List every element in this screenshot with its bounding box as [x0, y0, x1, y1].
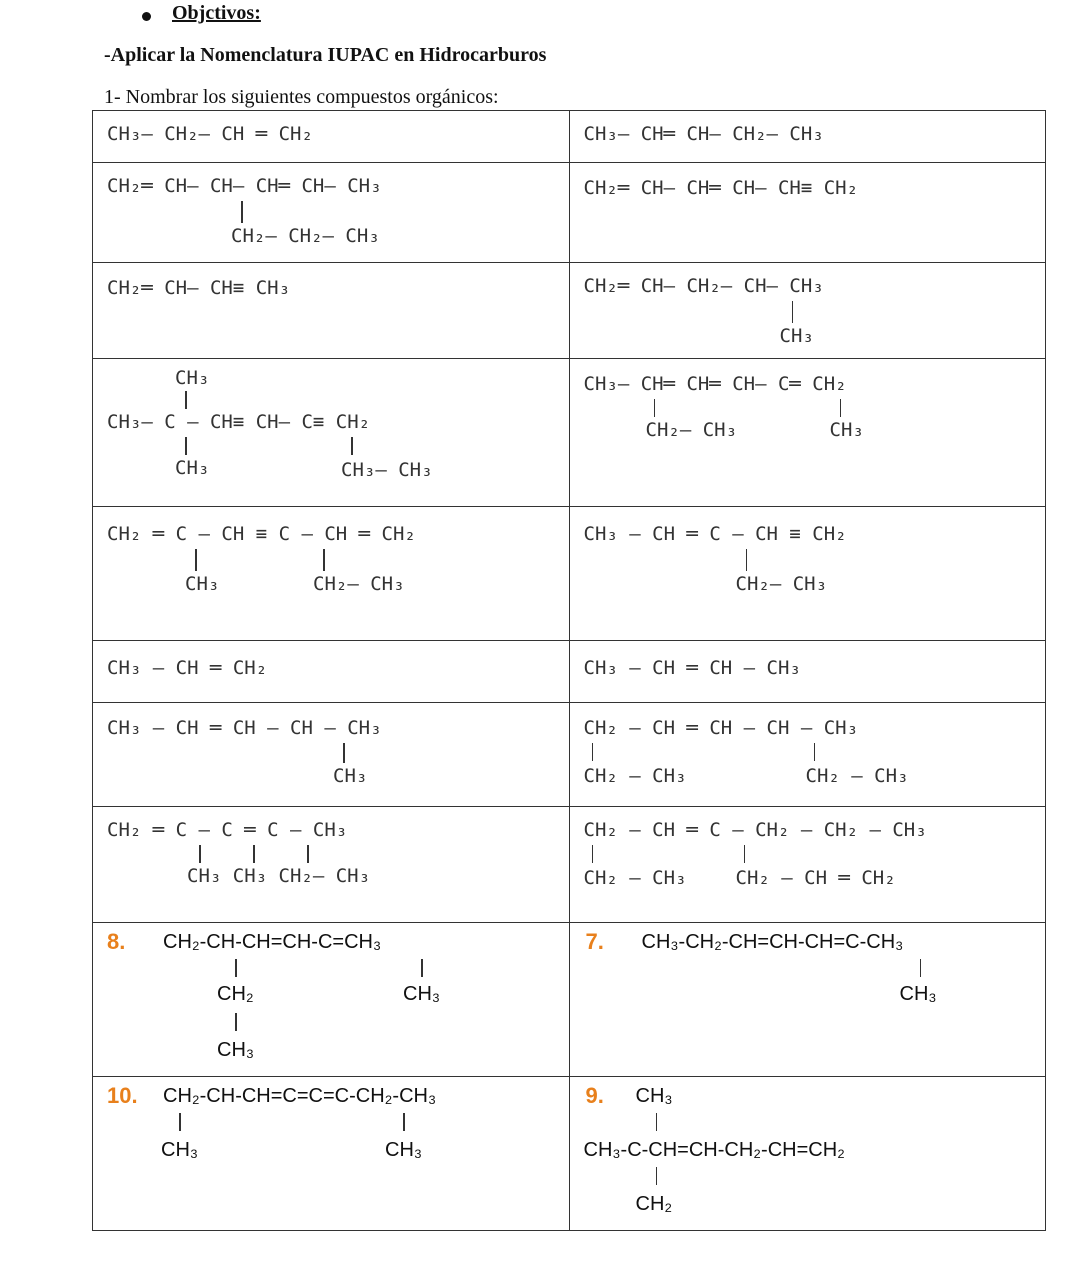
formula-line: CH₂— CH₃ — [735, 573, 828, 595]
bond-line — [656, 1113, 658, 1131]
formula-line: CH₃ — CH ═ CH₂ — [107, 657, 268, 679]
table-row — [93, 111, 1046, 163]
bond-line — [421, 959, 423, 977]
formula-line: CH₃ — CH ═ C — CH ≡ CH₂ — [583, 523, 847, 545]
formula-line: CH₂═ CH— CH₂— CH— CH₃ — [583, 275, 824, 297]
formula-line: CH₃ — [635, 1085, 673, 1107]
bond-line — [323, 549, 325, 571]
formula-line: CH₂ — [635, 1193, 673, 1215]
formula-line: CH₃ — [403, 983, 441, 1005]
compound-cell — [93, 111, 570, 163]
formula-line: CH₂ — CH ═ CH — CH — CH₃ — [583, 717, 859, 739]
compound-cell — [93, 507, 570, 641]
bond-line — [235, 959, 237, 977]
bond-line — [195, 549, 197, 571]
compounds-table — [92, 110, 1046, 1231]
compound-cell — [93, 263, 570, 359]
bond-line — [840, 399, 842, 417]
bond-line — [403, 1113, 405, 1131]
compound-cell — [569, 263, 1046, 359]
formula-line: CH₂═ CH— CH≡ CH₃ — [107, 277, 291, 299]
formula-line: CH₂ — CH₃ — [583, 765, 687, 787]
table-row — [93, 923, 1046, 1077]
formula-line: CH₂ — [217, 983, 254, 1005]
compound-cell — [569, 1077, 1046, 1231]
formula-line: CH₃ — [185, 573, 220, 595]
formula-line: CH₃— C — CH≡ CH— C≡ CH₂ — [107, 411, 371, 433]
formula-line: CH₂-CH-CH=CH-C=CH₃ — [163, 931, 382, 953]
bond-line — [920, 959, 922, 977]
bond-line — [592, 743, 594, 761]
formula-line: CH₃ — [333, 765, 368, 787]
bullet-icon — [142, 12, 151, 21]
formula-line: CH₃ — [899, 983, 937, 1005]
bond-line — [654, 399, 656, 417]
bond-line — [592, 845, 594, 863]
compound-cell — [569, 641, 1046, 703]
compound-cell — [569, 163, 1046, 263]
compound-cell — [569, 111, 1046, 163]
table-row — [93, 507, 1046, 641]
table-row — [93, 359, 1046, 507]
formula-line: CH₃ — [175, 457, 210, 479]
bond-line — [199, 845, 201, 863]
formula-line: CH₃ — [161, 1139, 199, 1161]
table-row — [93, 703, 1046, 807]
bond-line — [744, 845, 746, 863]
formula-line: CH₂ ═ C — C ═ C — CH₃ — [107, 819, 348, 841]
formula-line: CH₂═ CH— CH— CH═ CH— CH₃ — [107, 175, 382, 197]
compound-cell — [569, 359, 1046, 507]
bond-line — [235, 1013, 237, 1031]
compound-cell — [93, 703, 570, 807]
bond-line — [792, 301, 794, 323]
compound-cell — [93, 807, 570, 923]
exercise-number: 10. — [107, 1083, 138, 1108]
objectives-heading: Objctivos: — [172, 2, 261, 24]
formula-line: CH₂ — CH₃ — [583, 867, 687, 889]
bond-line — [185, 437, 187, 455]
compound-cell — [93, 1077, 570, 1231]
formula-line: CH₃ CH₃ CH₂— CH₃ — [187, 865, 371, 887]
compound-cell — [93, 641, 570, 703]
compound-cell — [569, 703, 1046, 807]
table-row — [93, 263, 1046, 359]
formula-line: CH₂ ═ C — CH ≡ C — CH ═ CH₂ — [107, 523, 416, 545]
formula-line: CH₃-C-CH=CH-CH₂-CH=CH₂ — [583, 1139, 845, 1161]
formula-line: CH₃ — [175, 367, 210, 389]
compound-cell — [93, 923, 570, 1077]
formula-line: CH₃— CH═ CH═ CH— C═ CH₂ — [583, 373, 847, 395]
formula-line: CH₂ — CH ═ CH₂ — [735, 867, 896, 889]
bond-line — [179, 1113, 181, 1131]
formula-line: CH₃ — CH ═ CH — CH₃ — [583, 657, 801, 679]
aim-text: -Aplicar la Nomenclatura IUPAC en Hidrocarburos — [104, 44, 547, 66]
formula-line: CH₂ — CH ═ C — CH₂ — CH₂ — CH₃ — [583, 819, 927, 841]
compound-cell — [569, 807, 1046, 923]
bond-line — [185, 391, 187, 409]
exercise-number: 7. — [585, 929, 604, 954]
bond-line — [307, 845, 309, 863]
formula-line: CH₂— CH₃ — [313, 573, 405, 595]
formula-line: CH₂-CH-CH=C=C=C-CH₂-CH₃ — [163, 1085, 437, 1107]
table-row — [93, 1077, 1046, 1231]
bond-line — [814, 743, 816, 761]
bond-line — [351, 437, 353, 455]
table-row — [93, 807, 1046, 923]
formula-line: CH₃ — [385, 1139, 423, 1161]
formula-line: CH₃ — [217, 1039, 255, 1061]
compound-cell — [93, 359, 570, 507]
bond-line — [746, 549, 748, 571]
formula-line: CH₃ — [779, 325, 814, 347]
table-row — [93, 163, 1046, 263]
instruction-text: 1- Nombrar los siguientes compuestos orgánicos: — [104, 86, 499, 108]
formula-line: CH₃— CH₂— CH ═ CH₂ — [107, 123, 313, 145]
formula-line: CH₂═ CH— CH═ CH— CH≡ CH₂ — [583, 177, 859, 199]
bond-line — [253, 845, 255, 863]
bond-line — [343, 743, 345, 763]
exercise-number: 8. — [107, 929, 126, 954]
formula-line: CH₃-CH₂-CH=CH-CH=C-CH₃ — [641, 931, 904, 953]
formula-line: CH₂— CH₂— CH₃ — [231, 225, 380, 247]
formula-line: CH₃— CH═ CH— CH₂— CH₃ — [583, 123, 824, 145]
formula-line: CH₃ — CH ═ CH — CH — CH₃ — [107, 717, 382, 739]
formula-line: CH₃ — [829, 419, 864, 441]
formula-line: CH₃— CH₃ — [341, 459, 433, 481]
exercise-number: 9. — [585, 1083, 604, 1108]
bond-line — [656, 1167, 658, 1185]
formula-line: CH₂ — CH₃ — [805, 765, 909, 787]
table-row — [93, 641, 1046, 703]
compound-cell — [93, 163, 570, 263]
compound-cell — [569, 923, 1046, 1077]
formula-line: CH₂— CH₃ — [645, 419, 738, 441]
bond-line — [241, 201, 243, 223]
compound-cell — [569, 507, 1046, 641]
